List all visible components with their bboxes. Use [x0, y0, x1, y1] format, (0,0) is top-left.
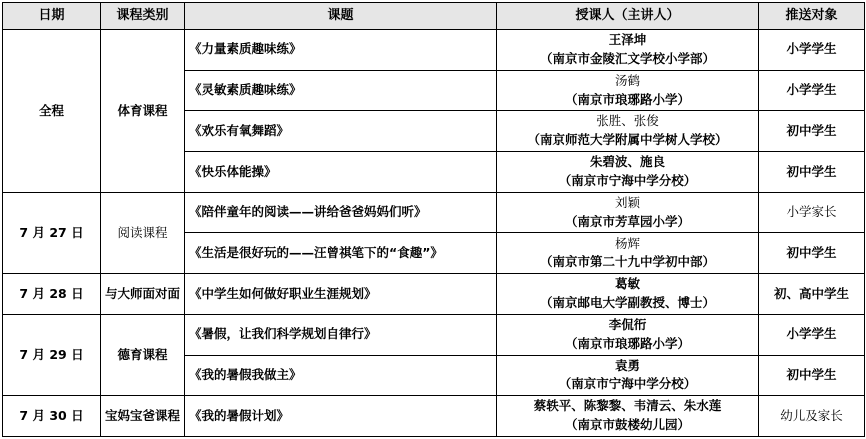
teacher-name: 张胜、张俊 [596, 113, 659, 129]
teacher-name: 刘颖 [614, 194, 640, 210]
category-cell: 宝妈宝爸课程 [101, 396, 185, 437]
teacher-org: （南京市芳草园小学） [564, 213, 690, 229]
teacher-cell [497, 152, 759, 193]
title-cell: 《我的暑假我做主》 [185, 355, 497, 396]
teacher-cell [497, 396, 759, 437]
table-row [3, 30, 865, 71]
teacher-org: （南京邮电大学副教授、博士） [539, 294, 715, 310]
teacher-cell [497, 274, 759, 315]
teacher-org: （南京市宁海中学分校） [558, 376, 697, 392]
title-cell: 《快乐体能操》 [185, 152, 497, 193]
header-row [3, 3, 865, 30]
date-cell: 全程 [3, 30, 101, 193]
table-row [3, 192, 865, 233]
header-category: 课程类别 [101, 3, 185, 30]
target-cell: 初中学生 [759, 111, 865, 152]
title-cell: 《我的暑假计划》 [185, 396, 497, 437]
target-cell: 小学学生 [759, 314, 865, 355]
teacher-cell [497, 314, 759, 355]
category-cell: 体育课程 [101, 30, 185, 193]
title-cell: 《陪伴童年的阅读——讲给爸爸妈妈们听》 [185, 192, 497, 233]
date-cell: 7 月 28 日 [3, 274, 101, 315]
header-target: 推送对象 [759, 3, 865, 30]
teacher-name: 朱碧波、施良 [589, 154, 665, 170]
date-cell: 7 月 27 日 [3, 192, 101, 273]
teacher-org: （南京市琅琊路小学） [564, 91, 690, 107]
teacher-org: （南京市金陵汇文学校小学部） [539, 50, 715, 66]
teacher-name: 袁勇 [614, 357, 640, 373]
target-cell: 初中学生 [759, 233, 865, 274]
target-cell: 小学学生 [759, 70, 865, 111]
title-cell: 《生活是很好玩的——汪曾祺笔下的“食趣”》 [185, 233, 497, 274]
teacher-name: 王泽坤 [608, 32, 647, 48]
target-cell: 小学学生 [759, 30, 865, 71]
category-cell: 与大师面对面 [101, 274, 185, 315]
target-cell: 初中学生 [759, 355, 865, 396]
header-date: 日期 [3, 3, 101, 30]
teacher-org: （南京市鼓楼幼儿园） [564, 417, 690, 433]
header-title: 课题 [185, 3, 497, 30]
teacher-cell [497, 111, 759, 152]
teacher-org: （南京市琅琊路小学） [564, 335, 690, 351]
teacher-cell [497, 233, 759, 274]
table-row [3, 314, 865, 355]
teacher-name: 葛敏 [614, 276, 640, 292]
teacher-name: 李侃衎 [608, 316, 647, 332]
title-cell: 《暑假，让我们科学规划自律行》 [185, 314, 497, 355]
table-row [3, 396, 865, 437]
date-cell: 7 月 30 日 [3, 396, 101, 437]
header-teacher: 授课人（主讲人） [497, 3, 759, 30]
category-cell: 阅读课程 [101, 192, 185, 273]
teacher-org: （南京师范大学附属中学树人学校） [527, 132, 728, 148]
target-cell: 初、高中学生 [759, 274, 865, 315]
target-cell: 初中学生 [759, 152, 865, 193]
date-cell: 7 月 29 日 [3, 314, 101, 395]
course-schedule-table [2, 2, 865, 437]
title-cell: 《中学生如何做好职业生涯规划》 [185, 274, 497, 315]
category-cell: 德育课程 [101, 314, 185, 395]
teacher-cell [497, 192, 759, 233]
teacher-org: （南京市第二十九中学初中部） [539, 254, 715, 270]
teacher-cell [497, 355, 759, 396]
teacher-cell [497, 70, 759, 111]
target-cell: 幼儿及家长 [759, 396, 865, 437]
title-cell: 《力量素质趣味练》 [185, 30, 497, 71]
teacher-name: 杨辉 [614, 235, 640, 251]
title-cell: 《灵敏素质趣味练》 [185, 70, 497, 111]
target-cell: 小学家长 [759, 192, 865, 233]
title-cell: 《欢乐有氧舞蹈》 [185, 111, 497, 152]
teacher-cell [497, 30, 759, 71]
table-row [3, 274, 865, 315]
teacher-name: 蔡轶平、陈黎黎、韦清云、朱水莲 [533, 398, 722, 414]
teacher-name: 汤鹤 [614, 72, 640, 88]
teacher-org: （南京市宁海中学分校） [558, 172, 697, 188]
